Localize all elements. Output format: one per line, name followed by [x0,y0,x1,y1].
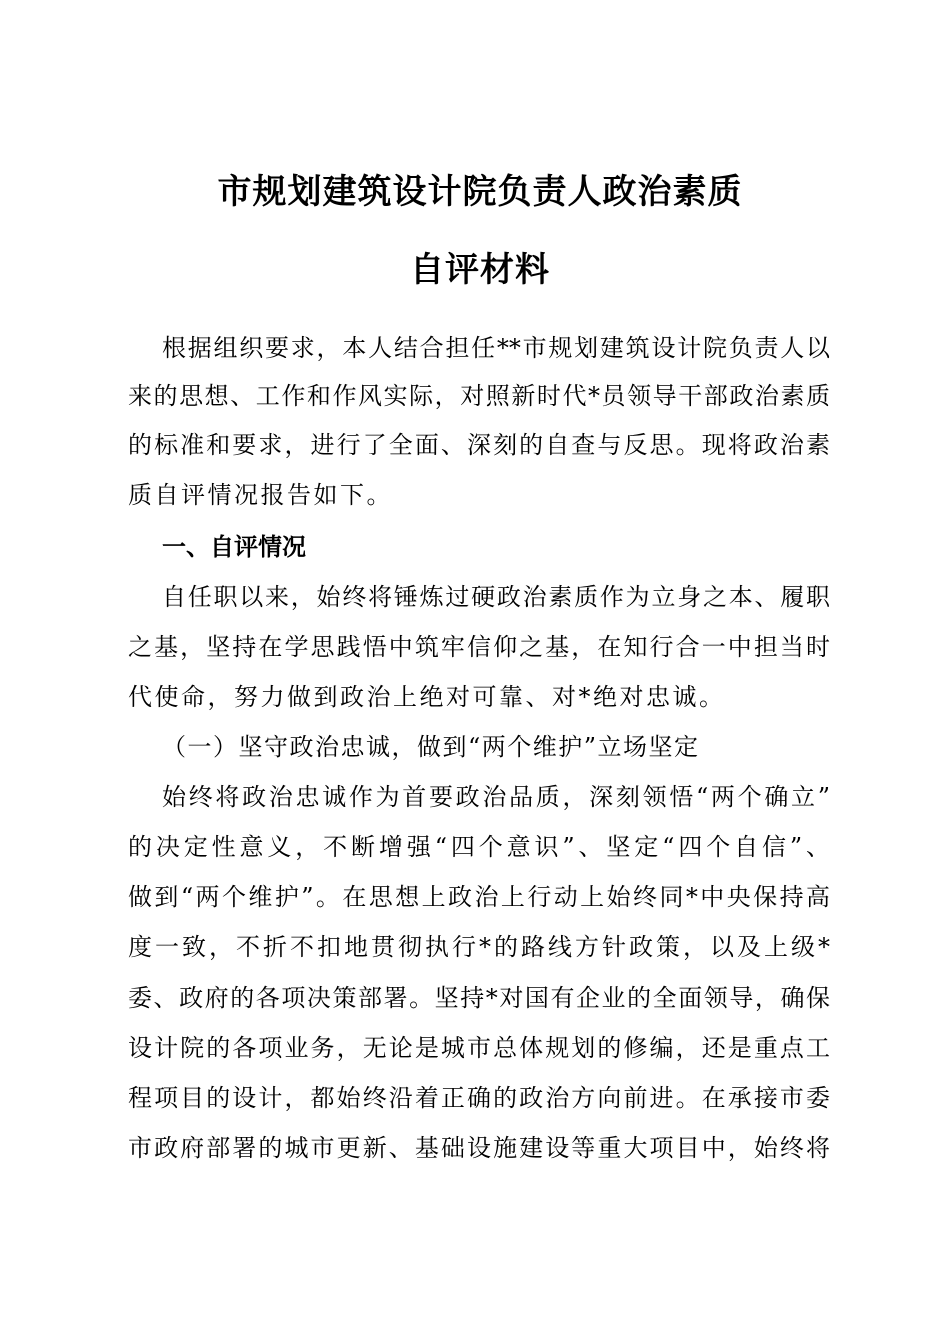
body-line: 做到“两个维护”。在思想上政治上行动上始终同*中央保持高 [128,883,830,911]
body-line: 始终将政治忠诚作为首要政治品质，深刻领悟“两个确立” [162,783,830,811]
document-subtitle: 自评材料 [410,250,550,290]
body-line: 市政府部署的城市更新、基础设施建设等重大项目中，始终将 [128,1134,830,1162]
body-line: 设计院的各项业务，无论是城市总体规划的修编，还是重点工 [128,1034,830,1062]
body-line: 质自评情况报告如下。 [128,481,393,509]
body-line: 程项目的设计，都始终沿着正确的政治方向前进。在承接市委 [128,1084,830,1112]
body-line: 代使命，努力做到政治上绝对可靠、对*绝对忠诚。 [128,683,726,711]
body-line: 度一致，不折不扣地贯彻执行*的路线方针政策，以及上级* [128,933,830,961]
body-line: 根据组织要求，本人结合担任**市规划建筑设计院负责人以 [162,334,830,362]
body-line: 来的思想、工作和作风实际，对照新时代*员领导干部政治素质 [128,382,830,410]
body-line: 的标准和要求，进行了全面、深刻的自查与反思。现将政治素 [128,431,830,459]
subsection-heading: （一）坚守政治忠诚，做到“两个维护”立场坚定 [162,733,700,761]
document-title: 市规划建筑设计院负责人政治素质 [217,172,743,212]
section-heading: 一、自评情况 [162,533,306,561]
body-line: 自任职以来，始终将锤炼过硬政治素质作为立身之本、履职 [162,583,830,611]
body-line: 之基，坚持在学思践悟中筑牢信仰之基，在知行合一中担当时 [128,633,830,661]
body-line: 委、政府的各项决策部署。坚持*对国有企业的全面领导，确保 [128,984,830,1012]
body-line: 的决定性意义，不断增强“四个意识”、坚定“四个自信”、 [128,833,830,861]
